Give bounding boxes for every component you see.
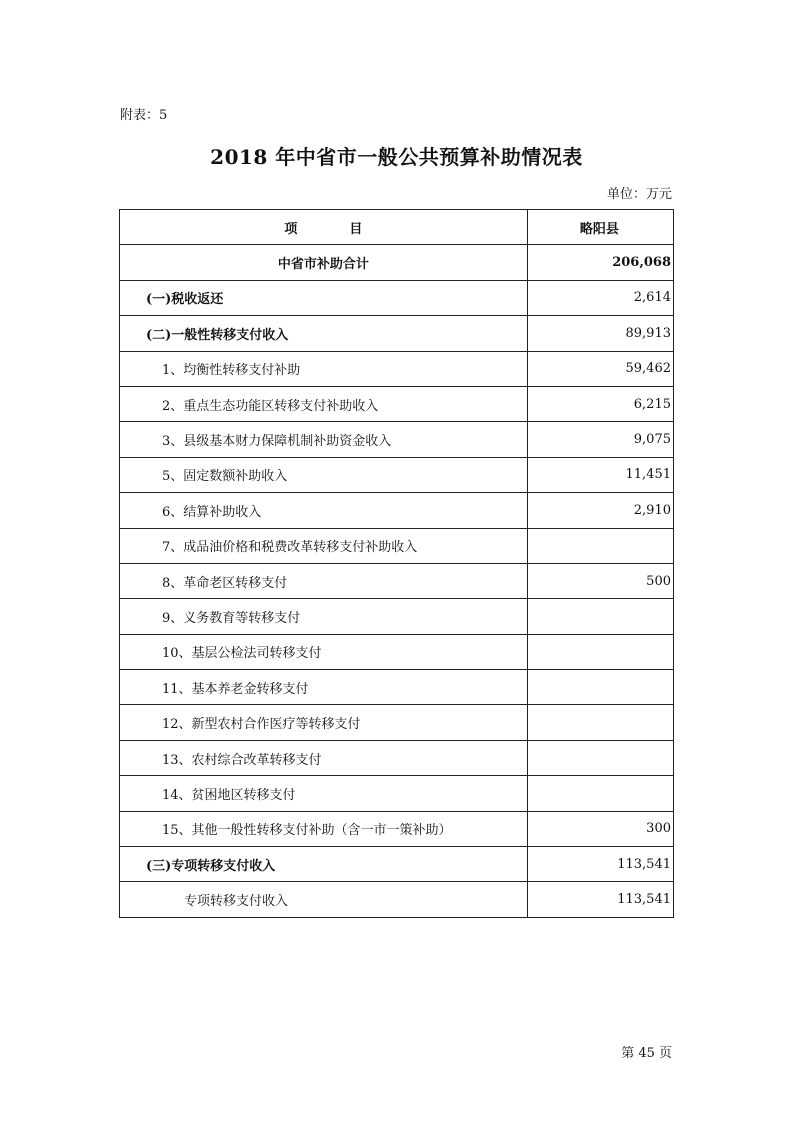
appendix-label: 附表：5 bbox=[120, 108, 168, 123]
table-row bbox=[120, 386, 674, 421]
row-value: 113,541 bbox=[527, 882, 673, 917]
table-row bbox=[120, 280, 674, 315]
row-value bbox=[527, 705, 673, 740]
row-value bbox=[527, 740, 673, 775]
table-row bbox=[120, 776, 674, 811]
row-value: 89,913 bbox=[527, 316, 673, 351]
row-label: 2、重点生态功能区转移支付补助收入 bbox=[120, 386, 528, 421]
total-value: 206,068 bbox=[527, 245, 673, 280]
page-number: 第 45 页 bbox=[621, 1046, 672, 1061]
row-label: 1、均衡性转移支付补助 bbox=[120, 351, 528, 386]
row-value: 300 bbox=[527, 811, 673, 846]
table-row bbox=[120, 811, 674, 846]
row-label: 12、新型农村合作医疗等转移支付 bbox=[120, 705, 528, 740]
row-value: 113,541 bbox=[527, 847, 673, 882]
row-label: 15、其他一般性转移支付补助（含一市一策补助） bbox=[120, 811, 528, 846]
total-label: 中省市补助合计 bbox=[120, 245, 528, 280]
row-value bbox=[527, 528, 673, 563]
row-label: 13、农村综合改革转移支付 bbox=[120, 740, 528, 775]
row-label: 6、结算补助收入 bbox=[120, 493, 528, 528]
row-label: 5、固定数额补助收入 bbox=[120, 457, 528, 492]
budget-table bbox=[119, 209, 674, 918]
column-header-county: 略阳县 bbox=[527, 210, 673, 245]
row-value bbox=[527, 670, 673, 705]
table-row bbox=[120, 316, 674, 351]
page-title: 2018 年中省市一般公共预算补助情况表 bbox=[210, 145, 583, 169]
row-label: 8、革命老区转移支付 bbox=[120, 563, 528, 598]
row-value: 59,462 bbox=[527, 351, 673, 386]
row-label: 10、基层公检法司转移支付 bbox=[120, 634, 528, 669]
table-row bbox=[120, 528, 674, 563]
row-label: 3、县级基本财力保障机制补助资金收入 bbox=[120, 422, 528, 457]
row-label: 9、义务教育等转移支付 bbox=[120, 599, 528, 634]
row-value: 2,910 bbox=[527, 493, 673, 528]
row-label: 11、基本养老金转移支付 bbox=[120, 670, 528, 705]
row-value bbox=[527, 599, 673, 634]
row-value: 2,614 bbox=[527, 280, 673, 315]
row-label: (二)一般性转移支付收入 bbox=[120, 316, 528, 351]
row-value bbox=[527, 634, 673, 669]
table-row bbox=[120, 670, 674, 705]
row-value: 11,451 bbox=[527, 457, 673, 492]
table-header-row bbox=[120, 210, 674, 245]
row-value: 500 bbox=[527, 563, 673, 598]
table-row bbox=[120, 847, 674, 882]
row-value bbox=[527, 776, 673, 811]
row-value: 9,075 bbox=[527, 422, 673, 457]
row-value: 6,215 bbox=[527, 386, 673, 421]
total-row bbox=[120, 245, 674, 280]
table-row bbox=[120, 457, 674, 492]
table-row bbox=[120, 563, 674, 598]
table-row bbox=[120, 705, 674, 740]
row-label: 7、成品油价格和税费改革转移支付补助收入 bbox=[120, 528, 528, 563]
column-header-item: 项 目 bbox=[120, 210, 528, 245]
table-row bbox=[120, 740, 674, 775]
table-row bbox=[120, 599, 674, 634]
table-row bbox=[120, 634, 674, 669]
table-row bbox=[120, 351, 674, 386]
row-label: 14、贫困地区转移支付 bbox=[120, 776, 528, 811]
row-label: 专项转移支付收入 bbox=[120, 882, 528, 917]
row-label: (三)专项转移支付收入 bbox=[120, 847, 528, 882]
unit-label: 单位：万元 bbox=[606, 187, 672, 202]
table-row bbox=[120, 882, 674, 917]
table-row bbox=[120, 422, 674, 457]
table-row bbox=[120, 493, 674, 528]
row-label: (一)税收返还 bbox=[120, 280, 528, 315]
